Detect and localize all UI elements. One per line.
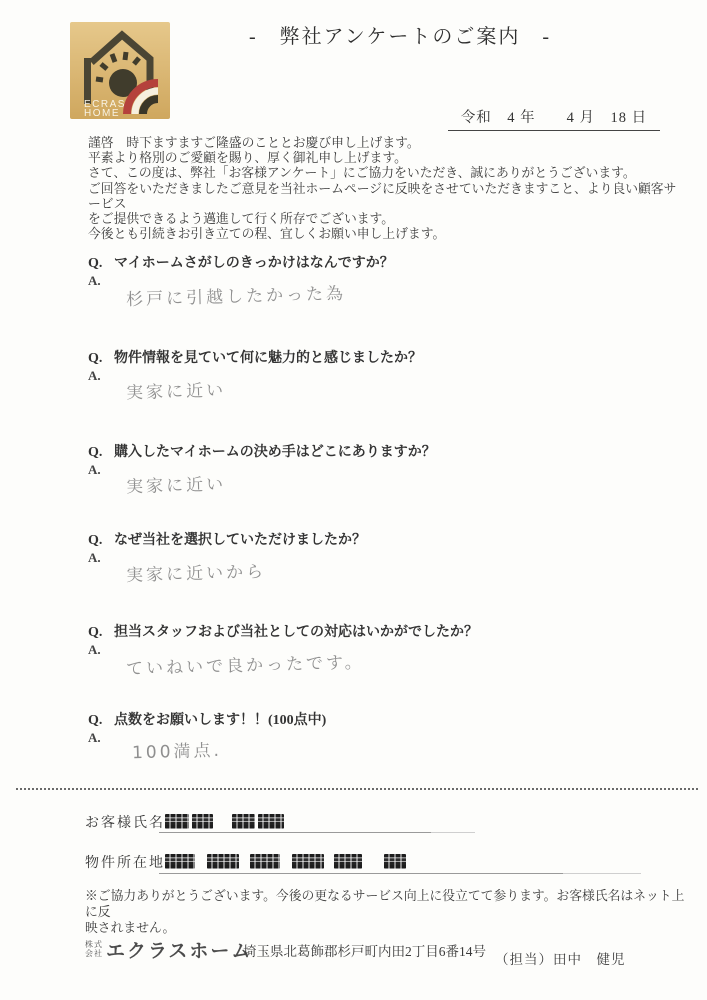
q-label: Q. <box>88 533 103 548</box>
company-prefix <box>85 941 103 958</box>
question-line <box>88 252 668 272</box>
redacted-location-block <box>292 854 324 869</box>
greeting-paragraph <box>88 136 688 242</box>
property-location-underline <box>159 873 563 874</box>
question-text: マイホームさがしのきっかけはなんですか？ <box>114 256 394 271</box>
a-label: A. <box>88 642 101 657</box>
greeting-line: ご回答をいただきましたご意見を当社ホームページに反映をさせていただきますこと、より良い顧客サービス <box>88 181 677 211</box>
redacted-location-block <box>207 854 239 869</box>
a-label: A. <box>88 550 101 565</box>
handwritten-answer: 実家に近い <box>125 474 227 498</box>
a-label: A. <box>88 462 101 477</box>
a-label: A. <box>88 368 101 383</box>
page-title: - 弊社アンケートのご案内 - <box>248 26 552 48</box>
q-label: Q. <box>88 445 103 460</box>
question-text: なぜ当社を選択していただけましたか？ <box>114 533 366 548</box>
footer-note-line: 映されません。 <box>85 921 176 935</box>
greeting-line: 今後とも引続きお引き立ての程、宜しくお願い申し上げます。 <box>88 227 446 242</box>
handwritten-answer: 実家に近い <box>125 380 227 404</box>
footer-note-line: ※ご協力ありがとうございます。今後の更なるサービス向上に役立てて参ります。お客様氏名はネット上に反 <box>85 889 685 919</box>
question-block-5 <box>88 621 668 680</box>
company-prefix-line: 会社 <box>85 948 103 958</box>
redacted-name-block <box>192 814 213 829</box>
redacted-name-block <box>165 814 189 829</box>
logo-text-ecras: ECRAS <box>84 99 126 110</box>
question-line <box>88 621 668 641</box>
question-line <box>88 529 668 549</box>
redacted-location-block <box>250 854 280 869</box>
question-line <box>88 709 668 729</box>
q-label: Q. <box>88 713 103 728</box>
redacted-location-block <box>165 854 195 869</box>
company-name: エクラスホーム <box>106 941 253 962</box>
logo-text-home: HOME <box>84 108 120 119</box>
redacted-name-block <box>232 814 255 829</box>
question-text: 点数をお願いします！！(100点中) <box>114 713 327 728</box>
greeting-line: をご提供できるよう邁進して行く所存でございます。 <box>88 212 395 227</box>
greeting-line: 平素より格別のご愛顧を賜り、厚く御礼申し上げます。 <box>88 151 407 166</box>
handwritten-answer: 100満点. <box>131 740 223 764</box>
dotted-divider <box>16 788 698 790</box>
question-text: 物件情報を見ていて何に魅力的と感じましたか？ <box>114 351 422 366</box>
footer-note <box>85 888 691 936</box>
ecras-home-logo-graphic <box>70 22 170 119</box>
handwritten-answer: ていねいで良かったです。 <box>125 652 365 680</box>
customer-name-underline-ext <box>431 832 475 833</box>
q-label: Q. <box>88 351 103 366</box>
company-contact: （担当）田中 健児 <box>495 952 626 967</box>
question-line <box>88 441 668 461</box>
customer-name-row <box>85 812 485 838</box>
question-text: 購入したマイホームの決め手はどこにありますか？ <box>114 445 436 460</box>
company-prefix-line: 株式 <box>85 940 103 949</box>
question-line <box>88 347 668 367</box>
redacted-location-block <box>334 854 362 869</box>
ecras-home-logo <box>70 22 170 119</box>
handwritten-answer: 杉戸に引越したかった為 <box>125 283 347 311</box>
q-label: Q. <box>88 625 103 640</box>
property-location-row <box>85 852 665 878</box>
property-location-underline-ext <box>563 873 641 874</box>
redacted-location-block <box>384 854 406 869</box>
company-address: 埼玉県北葛飾郡杉戸町内田2丁目6番14号 <box>243 944 486 959</box>
a-label: A. <box>88 273 101 288</box>
customer-name-underline <box>159 832 431 833</box>
question-block-3 <box>88 441 668 498</box>
greeting-line: 謹啓 時下ますますご隆盛のこととお慶び申し上げます。 <box>88 136 420 150</box>
question-block-6 <box>88 709 668 764</box>
property-location-label: 物件所在地 <box>85 856 165 871</box>
a-label: A. <box>88 730 101 745</box>
document-date: 令和 4 年 4 月 18 日 <box>448 106 660 131</box>
customer-name-label: お客様氏名 <box>85 816 165 831</box>
question-text: 担当スタッフおよび当社としての対応はいかがでしたか？ <box>114 625 478 640</box>
question-block-4 <box>88 529 668 586</box>
handwritten-answer: 実家に近いから <box>125 562 267 586</box>
q-label: Q. <box>88 256 103 271</box>
question-block-1 <box>88 252 668 311</box>
greeting-line: さて、この度は、弊社「お客様アンケート」にご協力をいただき、誠にありがとうございます。 <box>88 166 636 181</box>
redacted-name-block <box>258 814 284 829</box>
question-block-2 <box>88 347 668 404</box>
